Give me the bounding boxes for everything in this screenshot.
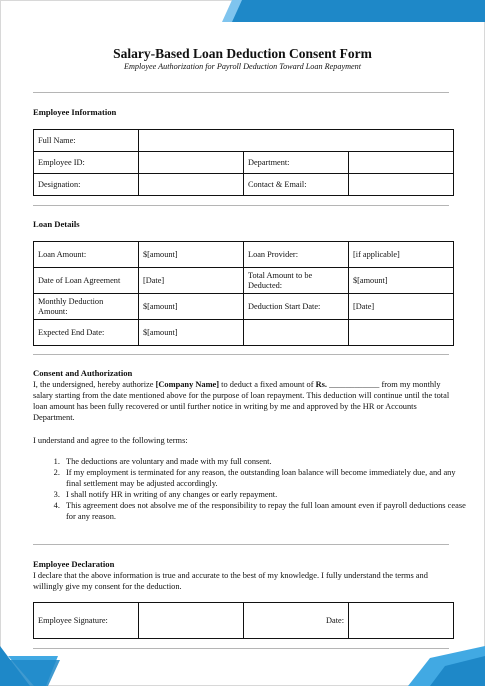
table-row — [34, 152, 454, 174]
loan-details-heading: Loan Details — [33, 219, 80, 229]
divider — [33, 354, 449, 355]
consent-heading: Consent and Authorization — [33, 368, 133, 378]
terms-list — [33, 456, 472, 522]
divider — [33, 544, 449, 545]
declaration-text: I declare that the above information is true and accurate to the best of my knowledge. I fully understand the terms and willingly give my consent for the deduction. — [33, 571, 428, 591]
signature-field[interactable] — [139, 603, 244, 639]
list-item: 4. This agreement does not absolve me of the responsibility to repay the full loan amount even if payroll deductions cease for any reason. — [62, 500, 472, 522]
consent-text: to deduct a fixed amount of — [219, 380, 316, 389]
agreement-date-label: Date of Loan Agreement — [34, 268, 139, 294]
agreement-date-value[interactable]: [Date] — [139, 268, 244, 294]
loan-details-table — [33, 241, 454, 346]
divider — [33, 205, 449, 206]
table-row — [34, 174, 454, 196]
monthly-deduction-value[interactable]: $[amount] — [139, 294, 244, 320]
contact-label: Contact & Email: — [244, 174, 349, 196]
empty-cell[interactable] — [349, 320, 454, 346]
form-title: Salary-Based Loan Deduction Consent Form — [113, 46, 372, 61]
date-label: Date: — [244, 603, 349, 639]
table-row — [34, 268, 454, 294]
signature-table — [33, 602, 454, 639]
divider — [33, 92, 449, 93]
start-date-label: Deduction Start Date: — [244, 294, 349, 320]
table-row — [34, 603, 454, 639]
bottom-decorative-band — [0, 646, 485, 686]
table-row — [34, 242, 454, 268]
amount-blank[interactable]: ____________ — [327, 380, 380, 389]
list-item: 1. The deductions are voluntary and made with my full consent. — [62, 456, 472, 467]
full-name-label: Full Name: — [34, 130, 139, 152]
department-field[interactable] — [349, 152, 454, 174]
list-item: 3. I shall notify HR in writing of any changes or early repayment. — [62, 489, 472, 500]
department-label: Department: — [244, 152, 349, 174]
total-deducted-value[interactable]: $[amount] — [349, 268, 454, 294]
consent-text: from my monthly salary starting from the date mentioned above for the purpose of loan repayment. This deduction will continue until the total loan amount has been fully recovered or until further notice in writing by me and approved by the HR or Accounts Department. — [33, 380, 450, 422]
loan-provider-label: Loan Provider: — [244, 242, 349, 268]
total-deducted-label: Total Amount to be Deducted: — [244, 268, 349, 294]
employee-id-label: Employee ID: — [34, 152, 139, 174]
terms-intro: I understand and agree to the following terms: — [33, 436, 188, 445]
contact-field[interactable] — [349, 174, 454, 196]
designation-label: Designation: — [34, 174, 139, 196]
end-date-value[interactable]: $[amount] — [139, 320, 244, 346]
table-row — [34, 130, 454, 152]
end-date-label: Expected End Date: — [34, 320, 139, 346]
loan-amount-label: Loan Amount: — [34, 242, 139, 268]
currency-label: Rs. — [315, 380, 328, 389]
date-field[interactable] — [349, 603, 454, 639]
employee-info-table — [33, 129, 454, 196]
loan-amount-value[interactable]: $[amount] — [139, 242, 244, 268]
employee-id-field[interactable] — [139, 152, 244, 174]
table-row — [34, 294, 454, 320]
loan-provider-value[interactable]: [if applicable] — [349, 242, 454, 268]
top-decorative-band — [0, 0, 485, 22]
signature-label: Employee Signature: — [34, 603, 139, 639]
list-item: 2. If my employment is terminated for any reason, the outstanding loan balance will become immediately due, and any final settlement may be adjusted accordingly. — [62, 467, 472, 489]
designation-field[interactable] — [139, 174, 244, 196]
form-subtitle: Employee Authorization for Payroll Deduction Toward Loan Repayment — [123, 62, 362, 71]
table-row — [34, 320, 454, 346]
employee-info-heading: Employee Information — [33, 107, 117, 117]
full-name-field[interactable] — [139, 130, 454, 152]
declaration-heading: Employee Declaration — [33, 559, 115, 569]
empty-cell[interactable] — [244, 320, 349, 346]
monthly-deduction-label: Monthly Deduction Amount: — [34, 294, 139, 320]
consent-text: I, the undersigned, hereby authorize — [33, 380, 156, 389]
company-name-placeholder: [Company Name] — [155, 380, 220, 389]
start-date-value[interactable]: [Date] — [349, 294, 454, 320]
consent-paragraph — [33, 379, 453, 423]
